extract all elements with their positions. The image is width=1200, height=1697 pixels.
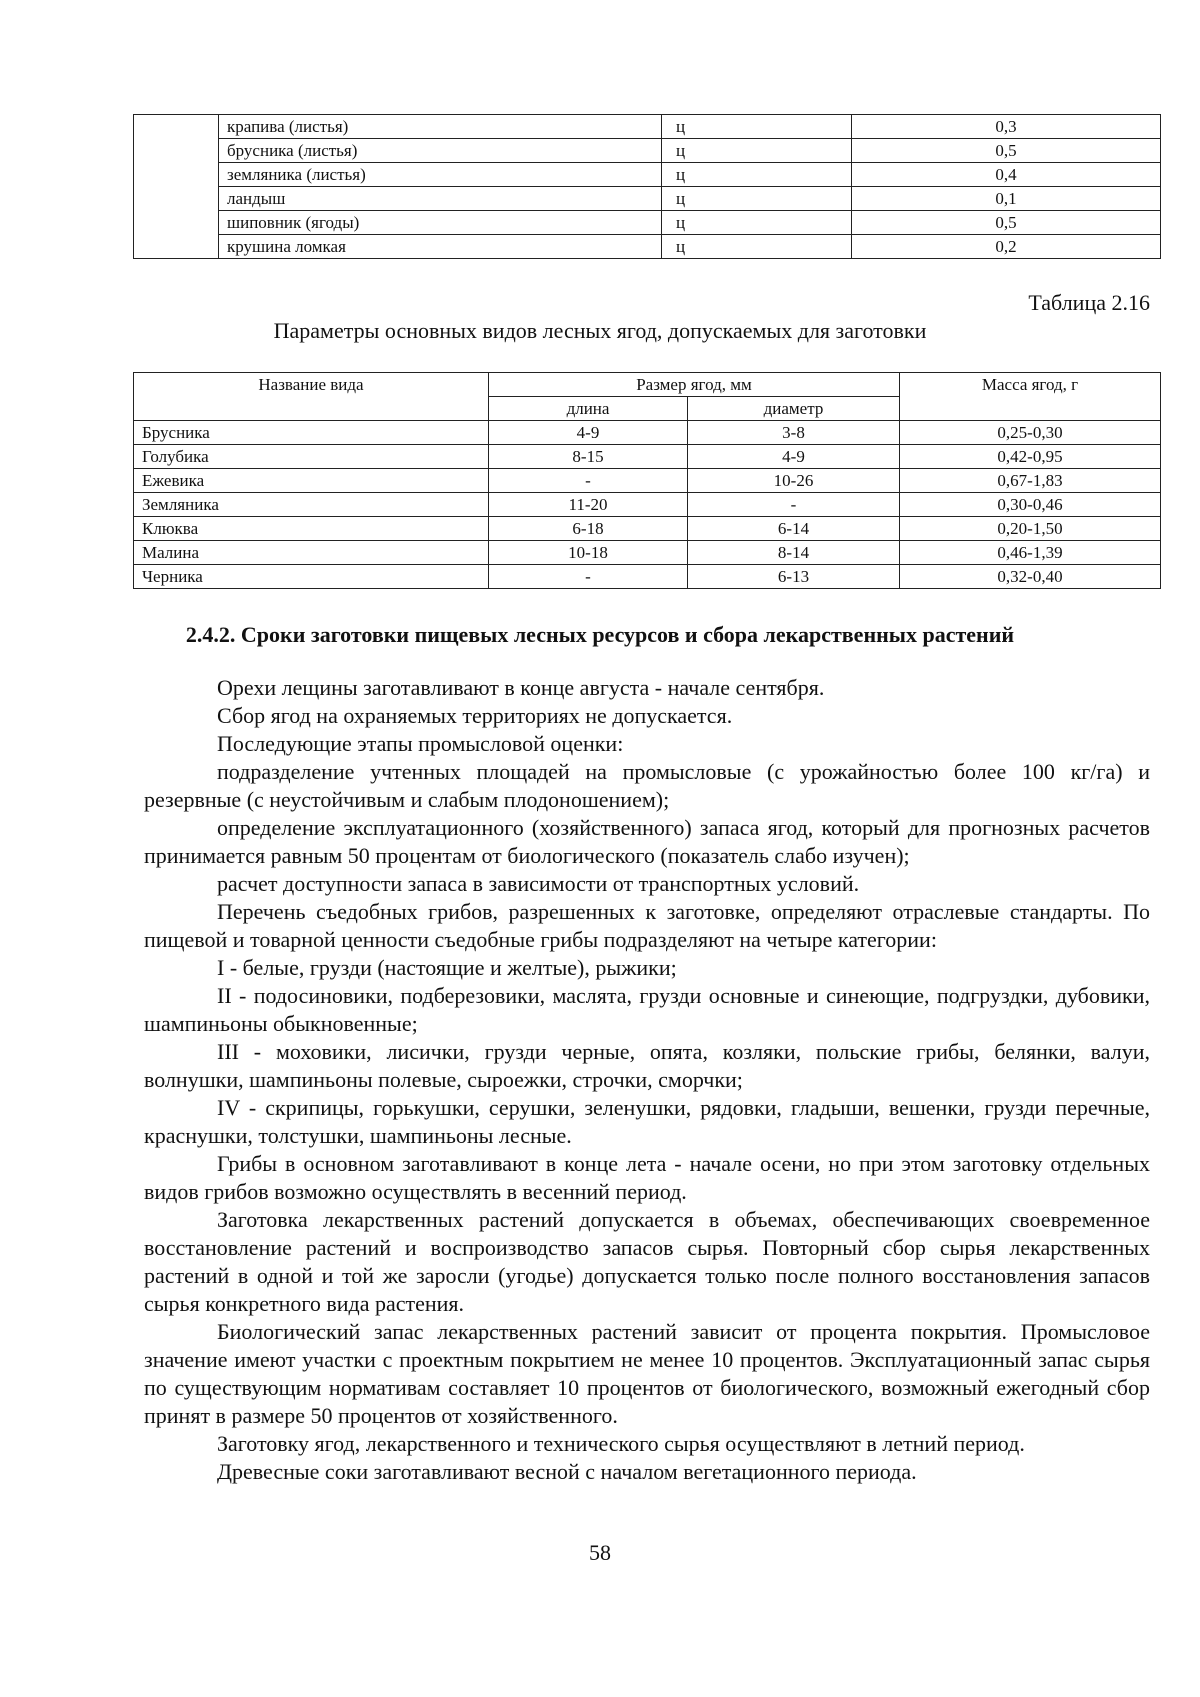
unit: ц <box>662 139 852 163</box>
paragraph: II - подосиновики, подберезовики, маслята, грузди основные и синеющие, подгруздки, дубовики, шампиньоны обыкновенные; <box>144 983 1150 1036</box>
plant-name: брусника (листья) <box>219 139 662 163</box>
species-name: Земляника <box>134 493 489 517</box>
unit: ц <box>662 211 852 235</box>
paragraph: Древесные соки заготавливают весной с началом вегетационного периода. <box>217 1459 917 1484</box>
paragraph: III - моховики, лисички, грузди черные, опята, козляки, польские грибы, белянки, валуи, волнушки, шампиньоны полевые, сыроежки, строчки, сморчки; <box>144 1039 1150 1092</box>
berry-mass: 0,30-0,46 <box>900 493 1161 517</box>
table-row <box>134 541 1161 565</box>
species-name: Черника <box>134 565 489 589</box>
table-row <box>134 187 1161 211</box>
paragraph: Сбор ягод на охраняемых территориях не допускается. <box>217 703 733 728</box>
paragraph: подразделение учтенных площадей на промысловые (с урожайностью более 100 кг/га) и резервные (с неустойчивым и слабым плодоношением); <box>144 759 1150 812</box>
species-name: Малина <box>134 541 489 565</box>
berry-diameter: 6-14 <box>688 517 900 541</box>
berry-length: 11-20 <box>489 493 688 517</box>
table-header-row <box>134 373 1161 397</box>
header-name: Название вида <box>134 373 489 421</box>
value: 0,1 <box>852 187 1161 211</box>
table-row <box>134 565 1161 589</box>
berry-mass: 0,25-0,30 <box>900 421 1161 445</box>
species-name: Голубика <box>134 445 489 469</box>
species-name: Ежевика <box>134 469 489 493</box>
table-row <box>134 139 1161 163</box>
berry-diameter: - <box>688 493 900 517</box>
species-name: Брусника <box>134 421 489 445</box>
table-row <box>134 445 1161 469</box>
berry-length: - <box>489 469 688 493</box>
plant-name: крапива (листья) <box>219 115 662 139</box>
top-continuation-table <box>133 114 1161 259</box>
berry-diameter: 10-26 <box>688 469 900 493</box>
species-name: Клюква <box>134 517 489 541</box>
berry-mass: 0,46-1,39 <box>900 541 1161 565</box>
paragraph: IV - скрипицы, горькушки, серушки, зеленушки, рядовки, гладыши, вешенки, грузди перечные, краснушки, толстушки, шампиньоны лесные. <box>144 1095 1150 1148</box>
table-row <box>134 235 1161 259</box>
berries-table <box>133 372 1161 589</box>
berry-mass: 0,42-0,95 <box>900 445 1161 469</box>
section-body <box>144 674 1150 1486</box>
plant-name: шиповник (ягоды) <box>219 211 662 235</box>
unit: ц <box>662 235 852 259</box>
value: 0,5 <box>852 211 1161 235</box>
paragraph: Биологический запас лекарственных растений зависит от процента покрытия. Промысловое значение имеют участки с проектным покрытием не менее 10 процентов. Эксплуатационный запас сырья по существующим нормативам составляет 10 процентов от биологического, возможный ежегодный сбор принят в размере 50 процентов от хозяйственного. <box>144 1319 1150 1428</box>
value: 0,2 <box>852 235 1161 259</box>
berry-diameter: 8-14 <box>688 541 900 565</box>
empty-group-cell <box>134 115 219 259</box>
table-title: Параметры основных видов лесных ягод, допускаемых для заготовки <box>273 318 927 343</box>
berry-mass: 0,20-1,50 <box>900 517 1161 541</box>
berry-length: - <box>489 565 688 589</box>
paragraph: Грибы в основном заготавливают в конце лета - начале осени, но при этом заготовку отдельных видов грибов возможно осуществлять в весенний период. <box>144 1151 1150 1204</box>
unit: ц <box>662 115 852 139</box>
table-row <box>134 163 1161 187</box>
value: 0,4 <box>852 163 1161 187</box>
header-length: длина <box>489 397 688 421</box>
page-number: 58 <box>589 1540 611 1565</box>
section-heading: 2.4.2. Сроки заготовки пищевых лесных ресурсов и сбора лекарственных растений <box>185 622 1015 647</box>
header-mass: Масса ягод, г <box>900 373 1161 421</box>
paragraph: расчет доступности запаса в зависимости от транспортных условий. <box>217 871 860 896</box>
unit: ц <box>662 163 852 187</box>
value: 0,5 <box>852 139 1161 163</box>
berry-mass: 0,32-0,40 <box>900 565 1161 589</box>
berry-length: 4-9 <box>489 421 688 445</box>
plant-name: земляника (листья) <box>219 163 662 187</box>
table-row <box>134 493 1161 517</box>
header-diameter: диаметр <box>688 397 900 421</box>
berry-length: 8-15 <box>489 445 688 469</box>
table-row <box>134 211 1161 235</box>
plant-name: крушина ломкая <box>219 235 662 259</box>
berry-diameter: 4-9 <box>688 445 900 469</box>
value: 0,3 <box>852 115 1161 139</box>
paragraph: Заготовку ягод, лекарственного и технического сырья осуществляют в летний период. <box>217 1431 1025 1456</box>
table-row <box>134 421 1161 445</box>
paragraph: Последующие этапы промысловой оценки: <box>217 731 624 756</box>
unit: ц <box>662 187 852 211</box>
table-row <box>134 115 1161 139</box>
berry-length: 10-18 <box>489 541 688 565</box>
paragraph: I - белые, грузди (настоящие и желтые), рыжики; <box>217 955 677 980</box>
paragraph: Орехи лещины заготавливают в конце августа - начале сентября. <box>217 675 825 700</box>
berry-length: 6-18 <box>489 517 688 541</box>
header-size: Размер ягод, мм <box>489 373 900 397</box>
paragraph: определение эксплуатационного (хозяйственного) запаса ягод, который для прогнозных расчетов принимается равным 50 процентам от биологического (показатель слабо изучен); <box>144 815 1150 868</box>
paragraph: Перечень съедобных грибов, разрешенных к заготовке, определяют отраслевые стандарты. По пищевой и товарной ценности съедобные грибы подразделяют на четыре категории: <box>144 899 1150 952</box>
table-row <box>134 517 1161 541</box>
paragraph: Заготовка лекарственных растений допускается в объемах, обеспечивающих своевременное восстановление растений и воспроизводство запасов сырья. Повторный сбор сырья лекарственных растений в одной и той же заросли (угодье) допускается только после полного восстановления запасов сырья конкретного вида растения. <box>144 1207 1150 1316</box>
berry-mass: 0,67-1,83 <box>900 469 1161 493</box>
berry-diameter: 6-13 <box>688 565 900 589</box>
table-row <box>134 469 1161 493</box>
berry-diameter: 3-8 <box>688 421 900 445</box>
plant-name: ландыш <box>219 187 662 211</box>
table-number: Таблица 2.16 <box>1028 290 1150 315</box>
